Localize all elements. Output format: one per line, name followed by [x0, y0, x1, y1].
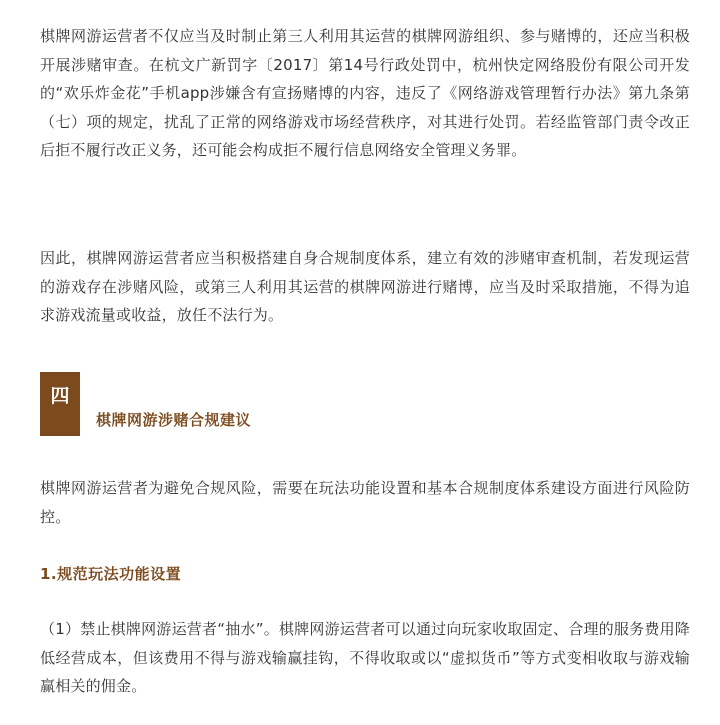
subsection-title: 1.规范玩法功能设置 [40, 565, 182, 583]
section-number-badge [40, 372, 80, 436]
body-paragraph: 棋牌网游运营者不仅应当及时制止第三人利用其运营的棋牌网游组织、参与赌博的，还应当积极开展涉赌审查。在杭文广新罚字〔2017〕第14号行政处罚中，杭州快定网络股份有限公司开发的“欢乐炸金花”手机app涉嫌含有宣扬赌博的内容，违反了《网络游戏管理暂行办法》第九条第（七）项的规定，扰乱了正常的网络游戏市场经营秩序，对其进行处罚。若经监管部门责令改正后拒不履行改正义务，还可能会构成拒不履行信息网络安全管理义务罪。 [40, 27, 690, 159]
body-paragraph: （1）禁止棋牌网游运营者“抽水”。棋牌网游运营者可以通过向玩家收取固定、合理的服务费用降低经营成本，但该费用不得与游戏输赢挂钩，不得收取或以“虚拟货币”等方式变相收取与游戏输赢相关的佣金。 [40, 620, 690, 695]
section-number: 四 [50, 385, 70, 407]
body-paragraph: 棋牌网游运营者为避免合规风险，需要在玩法功能设置和基本合规制度体系建设方面进行风险防控。 [40, 479, 690, 526]
section-heading [40, 372, 440, 436]
section-title: 棋牌网游涉赌合规建议 [96, 411, 252, 429]
body-paragraph: 因此，棋牌网游运营者应当积极搭建自身合规制度体系，建立有效的涉赌审查机制，若发现运营的游戏存在涉赌风险，或第三人利用其运营的棋牌网游进行赌博，应当及时采取措施，不得为追求游戏流量或收益，放任不法行为。 [40, 249, 690, 324]
